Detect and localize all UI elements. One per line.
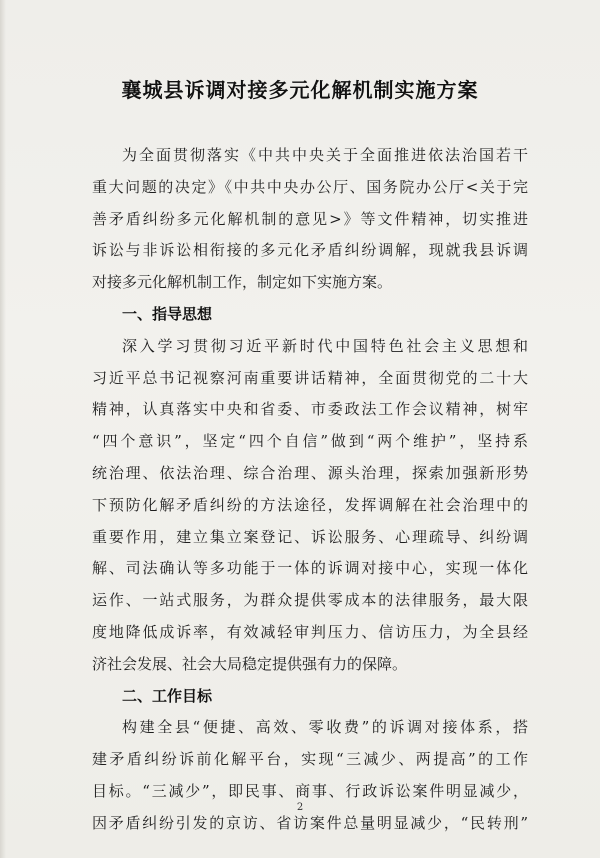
section-heading-guiding-thought: 一、指导思想	[122, 304, 213, 323]
text-line: 重要作用，建立集立案登记、诉讼服务、心理疏导、纠纷调	[92, 527, 528, 546]
intro-paragraph	[92, 140, 528, 299]
section-heading-work-goals: 二、工作目标	[122, 686, 213, 705]
text-line: 精神，认真落实中央和省委、市委政法工作会议精神，树牢	[92, 400, 528, 419]
guiding-thought-paragraph	[92, 331, 528, 681]
text-line: “四个意识”，坚定“四个自信”做到“两个维护”，坚持系	[92, 432, 528, 451]
text-line: 构建全县“便捷、高效、零收费”的诉调对接体系，搭	[122, 718, 528, 737]
text-line: 重大问题的决定》《中共中央办公厅、国务院办公厅<关于完	[92, 177, 528, 196]
text-line: 运作、一站式服务，为群众提供零成本的法律服务，最大限	[92, 591, 528, 610]
text-line: 对接多元化解机制工作，制定如下实施方案。	[92, 273, 393, 292]
text-line: 解、司法确认等多功能于一体的诉调对接中心，实现一体化	[92, 559, 528, 578]
text-line: 习近平总书记视察河南重要讲话精神，全面贯彻党的二十大	[92, 368, 528, 387]
document-title: 襄城县诉调对接多元化解机制实施方案	[121, 78, 479, 102]
page-number: 2	[296, 802, 304, 813]
text-line: 济社会发展、社会大局稳定提供强有力的保障。	[92, 654, 408, 673]
text-line: 因矛盾纠纷引发的京访、省访案件总量明显减少，“民转刑”	[92, 813, 528, 832]
text-line: 善矛盾纠纷多元化解机制的意见>》等文件精神，切实推进	[92, 209, 528, 228]
text-line: 为全面贯彻落实《中共中央关于全面推进依法治国若干	[122, 146, 528, 164]
text-line: 统治理、依法治理、综合治理、源头治理，探索加强新形势	[92, 463, 528, 482]
text-line: 度地降低成诉率，有效减轻审判压力、信访压力，为全县经	[92, 622, 528, 641]
document-body	[92, 140, 528, 840]
work-goals-paragraph	[92, 712, 528, 839]
text-line: 深入学习贯彻习近平新时代中国特色社会主义思想和	[122, 336, 528, 355]
text-line: 建矛盾纠纷诉前化解平台，实现“三减少、两提高”的工作	[92, 750, 528, 769]
text-line: 目标。“三减少”，即民事、商事、行政诉讼案件明显减少，	[92, 781, 528, 800]
text-line: 诉讼与非诉讼相衔接的多元化矛盾纠纷调解，现就我县诉调	[92, 241, 528, 260]
text-line: 下预防化解矛盾纠纷的方法途径，发挥调解在社会治理中的	[92, 495, 528, 514]
